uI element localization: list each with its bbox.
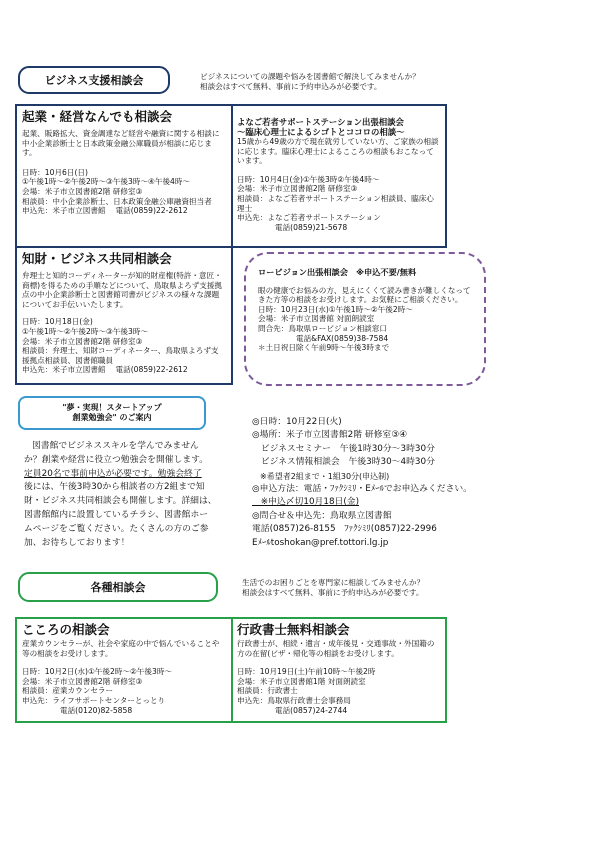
startup-consult-body: 起業、販路拡大、資金調達など経営や融資に関する相談に中小企業診断士と日本政策金融公庫職員が相談に応じます。 xyxy=(22,129,220,158)
kokoro-consult-box xyxy=(15,617,233,723)
ip-consult-staff: 相談員：弁理士、知財コーディネーター、鳥取県よろず支援拠点相談員、図書館職員 xyxy=(22,346,219,365)
lowvision-consult-fax: 電話&FAX(0859)38-7584 xyxy=(296,333,389,343)
yonago-support-body: 15歳から49歳の方で現在就労していない方、ご家族の相談に応じます。臨床心理士によるこころの相談もおこなっています。 xyxy=(237,137,439,166)
study-group-title-1: "夢・実現！スタートアップ xyxy=(62,403,162,412)
study-group-body xyxy=(24,440,217,550)
study-body-line-8: 加、お待ちしております！ xyxy=(24,537,130,548)
study-detail-method: ◎申込方法：電話・ﾌｧｸｼﾐﾘ・Eﾒｰﾙでお申込みください。 xyxy=(252,484,472,495)
lowvision-consult-venue: 会場：米子市立図書館 対面朗読室 xyxy=(258,314,375,324)
yonago-support-title-2: ～臨床心理士によるシゴトとココロの相談～ xyxy=(237,127,405,137)
study-body-line-6: 図書館館内に設置しているチラシ、図書館ホー xyxy=(24,509,209,520)
lowvision-consult-body: 眼の健康でお悩みの方、見えにくくて読み書きが難しくなってきた方等の相談をお受けします。お気軽にご相談ください。 xyxy=(258,285,471,305)
gyosei-consult-apply: 申込先：鳥取県行政書士会事務局 xyxy=(237,695,351,705)
startup-consult-box xyxy=(15,104,233,248)
startup-consult-apply: 申込先：米子市立図書館 電話(0859)22-2612 xyxy=(22,206,188,216)
business-intro-line-2: 相談会はすべて無料、事前に予約申込みが必要です。 xyxy=(200,81,382,91)
yonago-support-box xyxy=(231,104,447,248)
gyosei-consult-tel: 電話(0857)24-2744 xyxy=(275,705,348,715)
business-intro xyxy=(200,72,420,91)
consult-intro-line-2: 相談会はすべて無料、事前に予約申込みが必要です。 xyxy=(242,587,424,597)
ip-consult-times: ①午後1時～②午後2時～③午後3時～ xyxy=(22,326,149,336)
ip-consult-date: 日時：10月18日(金) xyxy=(22,317,93,327)
startup-consult-staff: 相談員：中小企業診断士、日本政策金融公庫融資担当者 xyxy=(22,196,212,206)
kokoro-consult-apply: 申込先：ライフサポートセンターとっとり xyxy=(22,695,166,705)
ip-consult-title: 知財・ビジネス共同相談会 xyxy=(22,251,172,266)
ip-consult-venue: 会場：米子市立図書館2階 研修室③ xyxy=(22,336,143,346)
study-body-line-4: 後には、午後3時30から相談者の方2組まで知 xyxy=(24,482,205,493)
study-detail-deadline: ※申込〆切10月18日(金) xyxy=(252,497,359,508)
gyosei-consult-date: 日時：10月19日(土)午前10時～午後2時 xyxy=(237,667,376,677)
startup-consult-times: ①午後1時～②午後2時～③午後3時～④午後4時～ xyxy=(22,177,191,187)
gyosei-consult-venue: 会場：米子市立図書館1階 対面朗読室 xyxy=(237,676,366,686)
study-detail-phone: 電話(0857)26-8155 ﾌｧｸｼﾐﾘ(0857)22-2996 xyxy=(252,524,437,535)
study-detail-contact: ◎問合せ＆申込先：鳥取県立図書館 xyxy=(252,510,392,521)
lowvision-consult-note: ＊土日祝日除く午前9時～午後3時まで xyxy=(258,343,390,353)
yonago-support-title-1: よなご若者サポートステーション出張相談会 xyxy=(237,117,404,127)
study-body-line-2: か？創業や経営に役立つ勉強会を開催します。 xyxy=(24,454,209,465)
startup-consult-date: 日時：10月6日(日) xyxy=(22,167,88,177)
yonago-support-tel: 電話(0859)21-5678 xyxy=(275,222,348,232)
study-group-pill xyxy=(18,396,206,430)
gyosei-consult-title: 行政書士無料相談会 xyxy=(237,622,350,637)
ip-consult-apply: 申込先：米子市立図書館 電話(0859)22-2612 xyxy=(22,365,188,375)
study-detail-venue: ◎場所：米子市立図書館2階 研修室③④ xyxy=(252,430,407,441)
business-section-title: ビジネス支援相談会 xyxy=(44,73,144,87)
lowvision-consult-title: ロービジョン出張相談会 ※申込不要/無料 xyxy=(258,267,417,277)
gyosei-consult-body: 行政書士が、相続・遺言・成年後見・交通事故・外国籍の方の在留(ビザ・帰化等の相談をお受けします。 xyxy=(237,639,435,658)
yonago-support-date: 日時：10月4日(金)①午後3時②午後4時～ xyxy=(237,174,380,184)
kokoro-consult-venue: 会場：米子市立図書館2階 研修室③ xyxy=(22,676,143,686)
ip-consult-box xyxy=(15,246,233,385)
study-group-title-2: 創業勉強会" のご案内 xyxy=(72,412,152,422)
kokoro-consult-tel: 電話(0120)82-5858 xyxy=(60,705,133,715)
study-detail-info-consult: ビジネス情報相談会 午後3時30～4時30分 xyxy=(252,457,435,468)
kokoro-consult-date: 日時：10月2日(水)①午後2時～②午後3時～ xyxy=(22,667,173,677)
study-detail-limit: ※希望者2組まで・1組30分(申込制) xyxy=(252,471,390,481)
consult-intro-line-1: 生活でのお困りごとを専門家に相談してみませんか？ xyxy=(242,578,425,587)
study-group-details xyxy=(252,416,472,550)
kokoro-consult-body: 産業カウンセラーが、社会や家庭の中で悩んでいることや等の相談をお受けします。 xyxy=(22,639,220,658)
study-body-line-7: ムページをご覧ください。たくさんの方のご参 xyxy=(24,523,209,534)
lowvision-consult-contact: 問合先：鳥取県ロービジョン相談窓口 xyxy=(258,323,387,333)
kokoro-consult-staff: 相談員：産業カウンセラー xyxy=(22,686,114,696)
consult-section-title: 各種相談会 xyxy=(90,580,146,594)
startup-consult-venue: 会場：米子市立図書館2階 研修室③ xyxy=(22,186,143,196)
study-body-line-1: 図書館でビジネススキルを学んでみません xyxy=(32,441,199,451)
study-body-line-5: 財・ビジネス共同相談会も開催します。詳細は、 xyxy=(24,496,217,507)
consult-intro xyxy=(242,578,424,597)
lowvision-consult-box xyxy=(244,252,486,386)
business-section-pill xyxy=(18,66,170,94)
startup-consult-title: 起業・経営なんでも相談会 xyxy=(22,109,173,124)
study-detail-seminar: ビジネスセミナー 午後1時30分～3時30分 xyxy=(252,443,435,454)
consult-section-pill xyxy=(18,572,218,602)
yonago-support-staff: 相談員：よなご若者サポートステーション相談員、臨床心理士 xyxy=(237,193,434,213)
study-detail-email: Eﾒｰﾙtoshokan@pref.tottori.lg.jp xyxy=(252,537,389,548)
gyosei-consult-staff: 相談員：行政書士 xyxy=(237,686,298,696)
kokoro-consult-title: こころの相談会 xyxy=(22,622,110,637)
lowvision-consult-date: 日時：10月23日(水)①午後1時～②午後2時～ xyxy=(258,304,413,314)
yonago-support-apply: 申込先：よなご若者サポートステーション xyxy=(237,213,381,223)
business-intro-line-1: ビジネスについての課題や悩みを図書館で解決してみませんか？ xyxy=(200,72,420,81)
gyosei-consult-box xyxy=(231,617,447,723)
study-body-line-3: 定員20名で事前申込が必要です。勉強会終了 xyxy=(24,468,202,479)
yonago-support-venue: 会場：米子市立図書館2階 研修室③ xyxy=(237,184,358,194)
study-detail-date: ◎日時：10月22日(火) xyxy=(252,417,342,427)
ip-consult-body: 弁理士と知的コーディネーターが知的財産権(特許・意匠・商標)を得るための手順などについて、鳥取県よろず支援拠点の中小企業診断士と図書館司書がビジネスの様々な課題についてお手伝いいたします。 xyxy=(22,271,223,309)
